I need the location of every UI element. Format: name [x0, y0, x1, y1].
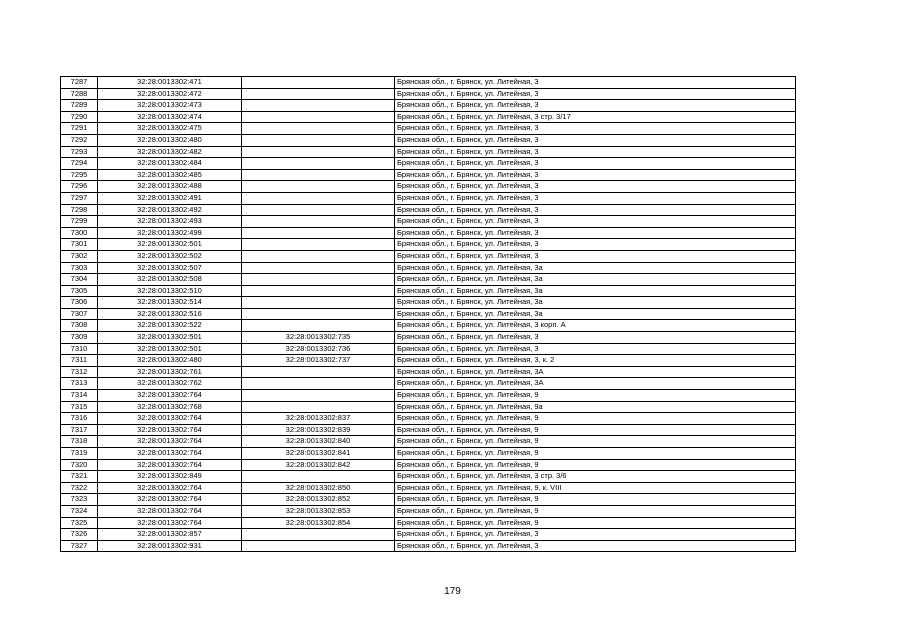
- cadastral-number-cell: 32:28:0013302:516: [98, 308, 242, 320]
- row-number-cell: 7309: [61, 332, 98, 344]
- address-cell: Брянская обл., г. Брянск, ул. Литейная, 3: [395, 134, 796, 146]
- cadastral-number-cell: 32:28:0013302:768: [98, 401, 242, 413]
- related-cadastral-number-cell: 32:28:0013302:854: [242, 517, 395, 529]
- related-cadastral-number-cell: [242, 308, 395, 320]
- table-row: [61, 77, 796, 89]
- address-cell: Брянская обл., г. Брянск, ул. Литейная, 9а: [395, 401, 796, 413]
- cadastral-number-cell: 32:28:0013302:764: [98, 459, 242, 471]
- cadastral-number-cell: 32:28:0013302:931: [98, 540, 242, 552]
- row-number-cell: 7301: [61, 239, 98, 251]
- cadastral-number-cell: 32:28:0013302:522: [98, 320, 242, 332]
- related-cadastral-number-cell: [242, 239, 395, 251]
- address-cell: Брянская обл., г. Брянск, ул. Литейная, 9, к. VIII: [395, 482, 796, 494]
- address-cell: Брянская обл., г. Брянск, ул. Литейная, 3: [395, 123, 796, 135]
- cadastral-number-cell: 32:28:0013302:492: [98, 204, 242, 216]
- table-row: [61, 436, 796, 448]
- related-cadastral-number-cell: [242, 297, 395, 309]
- cadastral-number-cell: 32:28:0013302:501: [98, 332, 242, 344]
- table-row: [61, 401, 796, 413]
- row-number-cell: 7303: [61, 262, 98, 274]
- row-number-cell: 7316: [61, 413, 98, 425]
- table-row: [61, 529, 796, 541]
- cadastral-number-cell: 32:28:0013302:501: [98, 343, 242, 355]
- row-number-cell: 7290: [61, 111, 98, 123]
- related-cadastral-number-cell: [242, 216, 395, 228]
- row-number-cell: 7287: [61, 77, 98, 89]
- row-number-cell: 7304: [61, 274, 98, 286]
- table-row: [61, 134, 796, 146]
- cadastral-number-cell: 32:28:0013302:480: [98, 134, 242, 146]
- related-cadastral-number-cell: [242, 540, 395, 552]
- row-number-cell: 7323: [61, 494, 98, 506]
- table-row: [61, 250, 796, 262]
- row-number-cell: 7298: [61, 204, 98, 216]
- address-cell: Брянская обл., г. Брянск, ул. Литейная, 9: [395, 494, 796, 506]
- address-cell: Брянская обл., г. Брянск, ул. Литейная, 3: [395, 192, 796, 204]
- related-cadastral-number-cell: [242, 227, 395, 239]
- row-number-cell: 7288: [61, 88, 98, 100]
- cadastral-number-cell: 32:28:0013302:762: [98, 378, 242, 390]
- table-row: [61, 424, 796, 436]
- table-row: [61, 448, 796, 460]
- address-cell: Брянская обл., г. Брянск, ул. Литейная, 3: [395, 77, 796, 89]
- address-cell: Брянская обл., г. Брянск, ул. Литейная, 3: [395, 239, 796, 251]
- row-number-cell: 7319: [61, 448, 98, 460]
- related-cadastral-number-cell: 32:28:0013302:839: [242, 424, 395, 436]
- address-cell: Брянская обл., г. Брянск, ул. Литейная, 9: [395, 517, 796, 529]
- address-cell: Брянская обл., г. Брянск, ул. Литейная, 3а: [395, 262, 796, 274]
- table-row: [61, 355, 796, 367]
- related-cadastral-number-cell: [242, 390, 395, 402]
- row-number-cell: 7326: [61, 529, 98, 541]
- table-row: [61, 274, 796, 286]
- table-row: [61, 181, 796, 193]
- address-cell: Брянская обл., г. Брянск, ул. Литейная, 3: [395, 158, 796, 170]
- property-registry-table: [60, 76, 796, 552]
- table-row: [61, 343, 796, 355]
- cadastral-number-cell: 32:28:0013302:485: [98, 169, 242, 181]
- address-cell: Брянская обл., г. Брянск, ул. Литейная, 3: [395, 343, 796, 355]
- table-row: [61, 366, 796, 378]
- related-cadastral-number-cell: [242, 169, 395, 181]
- related-cadastral-number-cell: 32:28:0013302:853: [242, 505, 395, 517]
- table-row: [61, 297, 796, 309]
- table-row: [61, 285, 796, 297]
- row-number-cell: 7320: [61, 459, 98, 471]
- related-cadastral-number-cell: 32:28:0013302:736: [242, 343, 395, 355]
- table-row: [61, 216, 796, 228]
- address-cell: Брянская обл., г. Брянск, ул. Литейная, 3: [395, 169, 796, 181]
- row-number-cell: 7306: [61, 297, 98, 309]
- cadastral-number-cell: 32:28:0013302:484: [98, 158, 242, 170]
- related-cadastral-number-cell: [242, 320, 395, 332]
- address-cell: Брянская обл., г. Брянск, ул. Литейная, 9: [395, 424, 796, 436]
- table-row: [61, 204, 796, 216]
- related-cadastral-number-cell: [242, 77, 395, 89]
- related-cadastral-number-cell: [242, 401, 395, 413]
- table-row: [61, 169, 796, 181]
- related-cadastral-number-cell: [242, 158, 395, 170]
- address-cell: Брянская обл., г. Брянск, ул. Литейная, 3а: [395, 297, 796, 309]
- table-row: [61, 111, 796, 123]
- related-cadastral-number-cell: [242, 471, 395, 483]
- row-number-cell: 7321: [61, 471, 98, 483]
- address-cell: Брянская обл., г. Брянск, ул. Литейная, 9: [395, 436, 796, 448]
- row-number-cell: 7317: [61, 424, 98, 436]
- cadastral-number-cell: 32:28:0013302:475: [98, 123, 242, 135]
- cadastral-number-cell: 32:28:0013302:491: [98, 192, 242, 204]
- cadastral-number-cell: 32:28:0013302:508: [98, 274, 242, 286]
- row-number-cell: 7314: [61, 390, 98, 402]
- related-cadastral-number-cell: [242, 204, 395, 216]
- cadastral-number-cell: 32:28:0013302:514: [98, 297, 242, 309]
- table-row: [61, 227, 796, 239]
- cadastral-number-cell: 32:28:0013302:501: [98, 239, 242, 251]
- related-cadastral-number-cell: [242, 262, 395, 274]
- cadastral-number-cell: 32:28:0013302:507: [98, 262, 242, 274]
- table-row: [61, 88, 796, 100]
- address-cell: Брянская обл., г. Брянск, ул. Литейная, 9: [395, 448, 796, 460]
- row-number-cell: 7293: [61, 146, 98, 158]
- address-cell: Брянская обл., г. Брянск, ул. Литейная, 3: [395, 332, 796, 344]
- related-cadastral-number-cell: 32:28:0013302:842: [242, 459, 395, 471]
- table-row: [61, 413, 796, 425]
- related-cadastral-number-cell: [242, 146, 395, 158]
- row-number-cell: 7327: [61, 540, 98, 552]
- row-number-cell: 7292: [61, 134, 98, 146]
- cadastral-number-cell: 32:28:0013302:471: [98, 77, 242, 89]
- address-cell: Брянская обл., г. Брянск, ул. Литейная, 3: [395, 204, 796, 216]
- row-number-cell: 7312: [61, 366, 98, 378]
- table-row: [61, 123, 796, 135]
- cadastral-number-cell: 32:28:0013302:764: [98, 413, 242, 425]
- related-cadastral-number-cell: [242, 274, 395, 286]
- row-number-cell: 7307: [61, 308, 98, 320]
- cadastral-number-cell: 32:28:0013302:473: [98, 100, 242, 112]
- cadastral-number-cell: 32:28:0013302:499: [98, 227, 242, 239]
- related-cadastral-number-cell: [242, 134, 395, 146]
- table-row: [61, 505, 796, 517]
- cadastral-number-cell: 32:28:0013302:764: [98, 482, 242, 494]
- related-cadastral-number-cell: 32:28:0013302:841: [242, 448, 395, 460]
- cadastral-number-cell: 32:28:0013302:510: [98, 285, 242, 297]
- address-cell: Брянская обл., г. Брянск, ул. Литейная, 3: [395, 250, 796, 262]
- cadastral-number-cell: 32:28:0013302:480: [98, 355, 242, 367]
- address-cell: Брянская обл., г. Брянск, ул. Литейная, 3: [395, 227, 796, 239]
- address-cell: Брянская обл., г. Брянск, ул. Литейная, 3: [395, 181, 796, 193]
- address-cell: Брянская обл., г. Брянск, ул. Литейная, 3: [395, 146, 796, 158]
- related-cadastral-number-cell: 32:28:0013302:737: [242, 355, 395, 367]
- address-cell: Брянская обл., г. Брянск, ул. Литейная, 3, к. 2: [395, 355, 796, 367]
- cadastral-number-cell: 32:28:0013302:764: [98, 436, 242, 448]
- related-cadastral-number-cell: [242, 192, 395, 204]
- row-number-cell: 7296: [61, 181, 98, 193]
- page-number: 179: [444, 586, 461, 597]
- cadastral-number-cell: 32:28:0013302:764: [98, 494, 242, 506]
- related-cadastral-number-cell: [242, 366, 395, 378]
- row-number-cell: 7311: [61, 355, 98, 367]
- address-cell: Брянская обл., г. Брянск, ул. Литейная, 3: [395, 529, 796, 541]
- row-number-cell: 7300: [61, 227, 98, 239]
- cadastral-number-cell: 32:28:0013302:493: [98, 216, 242, 228]
- table-row: [61, 146, 796, 158]
- cadastral-number-cell: 32:28:0013302:488: [98, 181, 242, 193]
- table-row: [61, 482, 796, 494]
- table-row: [61, 262, 796, 274]
- address-cell: Брянская обл., г. Брянск, ул. Литейная, 3 стр. 3/6: [395, 471, 796, 483]
- cadastral-number-cell: 32:28:0013302:482: [98, 146, 242, 158]
- row-number-cell: 7315: [61, 401, 98, 413]
- cadastral-number-cell: 32:28:0013302:849: [98, 471, 242, 483]
- related-cadastral-number-cell: [242, 111, 395, 123]
- table-row: [61, 540, 796, 552]
- related-cadastral-number-cell: [242, 100, 395, 112]
- address-cell: Брянская обл., г. Брянск, ул. Литейная, 9: [395, 413, 796, 425]
- address-cell: Брянская обл., г. Брянск, ул. Литейная, 3: [395, 88, 796, 100]
- address-cell: Брянская обл., г. Брянск, ул. Литейная, 3А: [395, 378, 796, 390]
- cadastral-number-cell: 32:28:0013302:764: [98, 424, 242, 436]
- related-cadastral-number-cell: 32:28:0013302:850: [242, 482, 395, 494]
- row-number-cell: 7305: [61, 285, 98, 297]
- table-row: [61, 308, 796, 320]
- table-row: [61, 390, 796, 402]
- table-row: [61, 239, 796, 251]
- row-number-cell: 7295: [61, 169, 98, 181]
- related-cadastral-number-cell: [242, 250, 395, 262]
- related-cadastral-number-cell: 32:28:0013302:852: [242, 494, 395, 506]
- related-cadastral-number-cell: [242, 123, 395, 135]
- row-number-cell: 7297: [61, 192, 98, 204]
- address-cell: Брянская обл., г. Брянск, ул. Литейная, 9: [395, 505, 796, 517]
- row-number-cell: 7291: [61, 123, 98, 135]
- cadastral-number-cell: 32:28:0013302:764: [98, 448, 242, 460]
- related-cadastral-number-cell: 32:28:0013302:837: [242, 413, 395, 425]
- cadastral-number-cell: 32:28:0013302:502: [98, 250, 242, 262]
- table-row: [61, 332, 796, 344]
- table-row: [61, 320, 796, 332]
- related-cadastral-number-cell: 32:28:0013302:840: [242, 436, 395, 448]
- address-cell: Брянская обл., г. Брянск, ул. Литейная, 3: [395, 540, 796, 552]
- related-cadastral-number-cell: [242, 378, 395, 390]
- related-cadastral-number-cell: [242, 529, 395, 541]
- related-cadastral-number-cell: [242, 181, 395, 193]
- cadastral-number-cell: 32:28:0013302:764: [98, 517, 242, 529]
- cadastral-number-cell: 32:28:0013302:857: [98, 529, 242, 541]
- cadastral-number-cell: 32:28:0013302:764: [98, 505, 242, 517]
- related-cadastral-number-cell: 32:28:0013302:735: [242, 332, 395, 344]
- table-row: [61, 459, 796, 471]
- table-row: [61, 471, 796, 483]
- address-cell: Брянская обл., г. Брянск, ул. Литейная, 9: [395, 459, 796, 471]
- cadastral-number-cell: 32:28:0013302:761: [98, 366, 242, 378]
- row-number-cell: 7324: [61, 505, 98, 517]
- row-number-cell: 7318: [61, 436, 98, 448]
- address-cell: Брянская обл., г. Брянск, ул. Литейная, 3А: [395, 366, 796, 378]
- address-cell: Брянская обл., г. Брянск, ул. Литейная, 3 корп. А: [395, 320, 796, 332]
- address-cell: Брянская обл., г. Брянск, ул. Литейная, 3 стр. 3/17: [395, 111, 796, 123]
- row-number-cell: 7299: [61, 216, 98, 228]
- table-row: [61, 192, 796, 204]
- related-cadastral-number-cell: [242, 88, 395, 100]
- row-number-cell: 7325: [61, 517, 98, 529]
- table-row: [61, 378, 796, 390]
- row-number-cell: 7313: [61, 378, 98, 390]
- cadastral-number-cell: 32:28:0013302:764: [98, 390, 242, 402]
- row-number-cell: 7322: [61, 482, 98, 494]
- address-cell: Брянская обл., г. Брянск, ул. Литейная, 3а: [395, 285, 796, 297]
- table-row: [61, 100, 796, 112]
- row-number-cell: 7310: [61, 343, 98, 355]
- address-cell: Брянская обл., г. Брянск, ул. Литейная, 3: [395, 100, 796, 112]
- row-number-cell: 7289: [61, 100, 98, 112]
- row-number-cell: 7308: [61, 320, 98, 332]
- table-row: [61, 517, 796, 529]
- cadastral-number-cell: 32:28:0013302:474: [98, 111, 242, 123]
- address-cell: Брянская обл., г. Брянск, ул. Литейная, 9: [395, 390, 796, 402]
- table-body: [61, 77, 796, 552]
- address-cell: Брянская обл., г. Брянск, ул. Литейная, 3а: [395, 274, 796, 286]
- address-cell: Брянская обл., г. Брянск, ул. Литейная, 3: [395, 216, 796, 228]
- row-number-cell: 7302: [61, 250, 98, 262]
- table-row: [61, 494, 796, 506]
- row-number-cell: 7294: [61, 158, 98, 170]
- related-cadastral-number-cell: [242, 285, 395, 297]
- table-row: [61, 158, 796, 170]
- address-cell: Брянская обл., г. Брянск, ул. Литейная, 3а: [395, 308, 796, 320]
- cadastral-number-cell: 32:28:0013302:472: [98, 88, 242, 100]
